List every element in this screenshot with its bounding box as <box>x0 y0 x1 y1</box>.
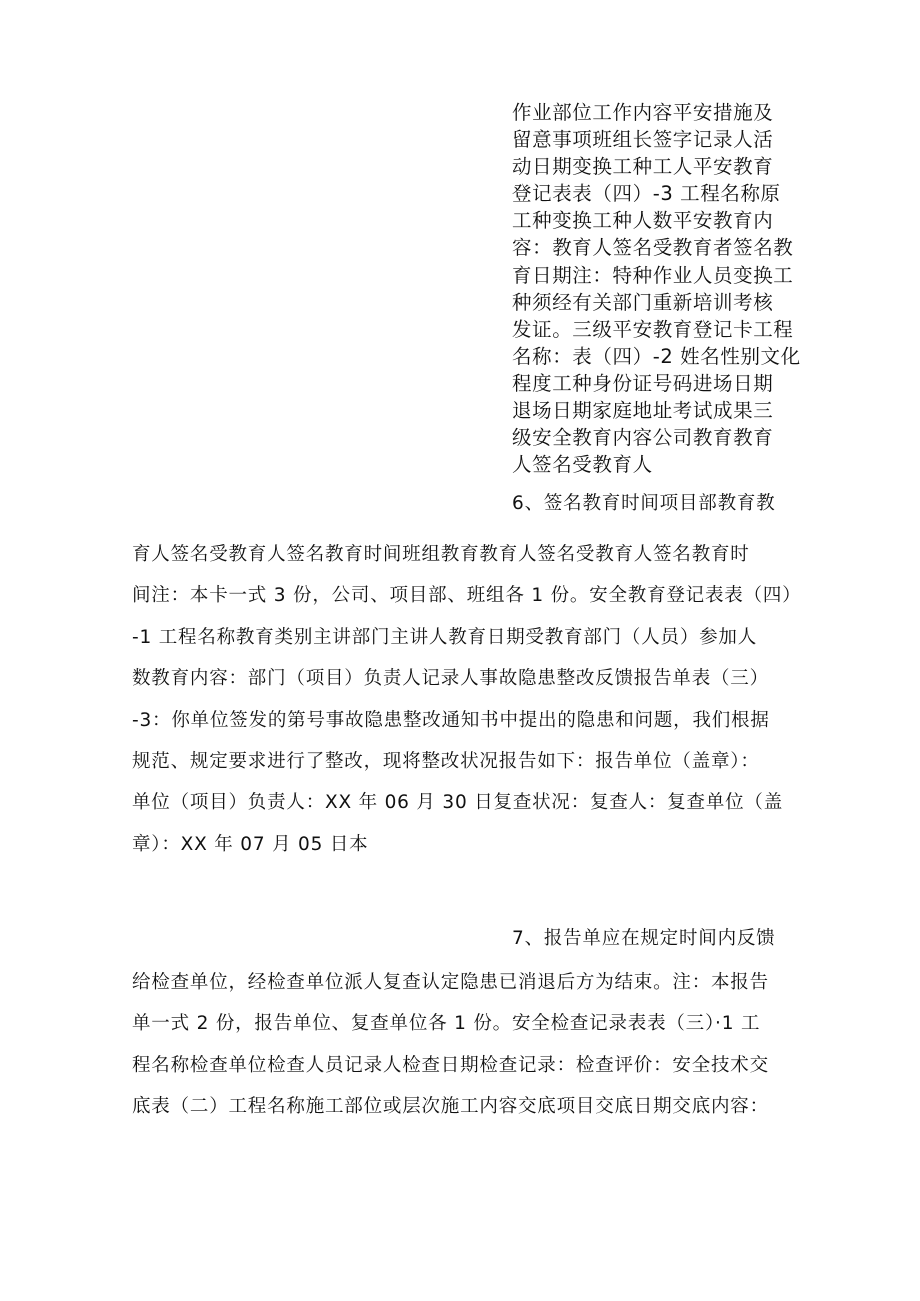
text-line: -1 工程名称教育类别主讲部门主讲人教育日期受教育部门（人员）参加人 <box>132 626 758 648</box>
text-line: 登记表表（四）-3 工程名称原 <box>512 182 781 206</box>
text-line: 育人签名受教育人签名教育时间班组教育教育人签名受教育人签名教育时 <box>132 544 750 565</box>
text-line: 发证。三级平安教育登记卡工程 <box>512 317 794 341</box>
section-6-heading: 6、签名教育时间项目部教育教 <box>512 493 776 514</box>
text-line: 单一式 2 份，报告单位、复查单位各 1 份。安全检查记录表表（三）·1 工 <box>132 1013 761 1035</box>
text-line: 容：教育人签名受教育者签名教 <box>512 236 794 260</box>
section-7-paragraph <box>132 962 800 1128</box>
text-line: 底表（二）工程名称施工部位或层次施工内容交底项目交底日期交底内容： <box>132 1096 769 1118</box>
text-line: 间注：本卡一式 3 份，公司、项目部、班组各 1 份。安全教育登记表表（四） <box>132 585 802 607</box>
text-line: 单位（项目）负责人：XX 年 06 月 30 日复查状况：复查人：复查单位（盖 <box>132 792 784 814</box>
text-line: 数教育内容：部门（项目）负责人记录人事故隐患整改反馈报告单表（三） <box>132 668 769 690</box>
text-line: 留意事项班组长签字记录人活 <box>512 128 774 152</box>
text-line: 级安全教育内容公司教育教育 <box>512 426 774 450</box>
text-line: 种须经有关部门重新培训考核 <box>512 290 774 314</box>
text-line: 动日期变换工种工人平安教育 <box>512 155 774 179</box>
section-7-heading: 7、报告单应在规定时间内反馈 <box>512 928 776 949</box>
text-line: 规范、规定要求进行了整改，现将整改状况报告如下：报告单位（盖章）： <box>132 751 760 773</box>
narrow-paragraph <box>512 99 801 478</box>
text-line: -3：你单位签发的第号事故隐患整改通知书中提出的隐患和问题，我们根据 <box>132 709 770 731</box>
section-6-paragraph <box>132 534 800 865</box>
text-line: 退场日期家庭地址考试成果三 <box>512 399 774 423</box>
text-line: 工种变换工种人数平安教育内 <box>512 209 774 233</box>
text-line: 人签名受教育人 <box>512 453 653 477</box>
text-line: 程名称检查单位检查人员记录人检查日期检查记录：检查评价：安全技术交 <box>132 1054 769 1076</box>
text-line: 给检查单位，经检查单位派人复查认定隐患已消退后方为结束。注：本报告 <box>132 972 769 993</box>
text-line: 作业部位工作内容平安措施及 <box>512 101 774 124</box>
text-line: 章）：XX 年 07 月 05 日本 <box>132 833 369 855</box>
text-line: 名称：表（四）-2 姓名性别文化 <box>512 344 801 368</box>
text-line: 育日期注：特种作业人员变换工 <box>512 263 794 287</box>
text-line: 程度工种身份证号码进场日期 <box>512 371 774 395</box>
